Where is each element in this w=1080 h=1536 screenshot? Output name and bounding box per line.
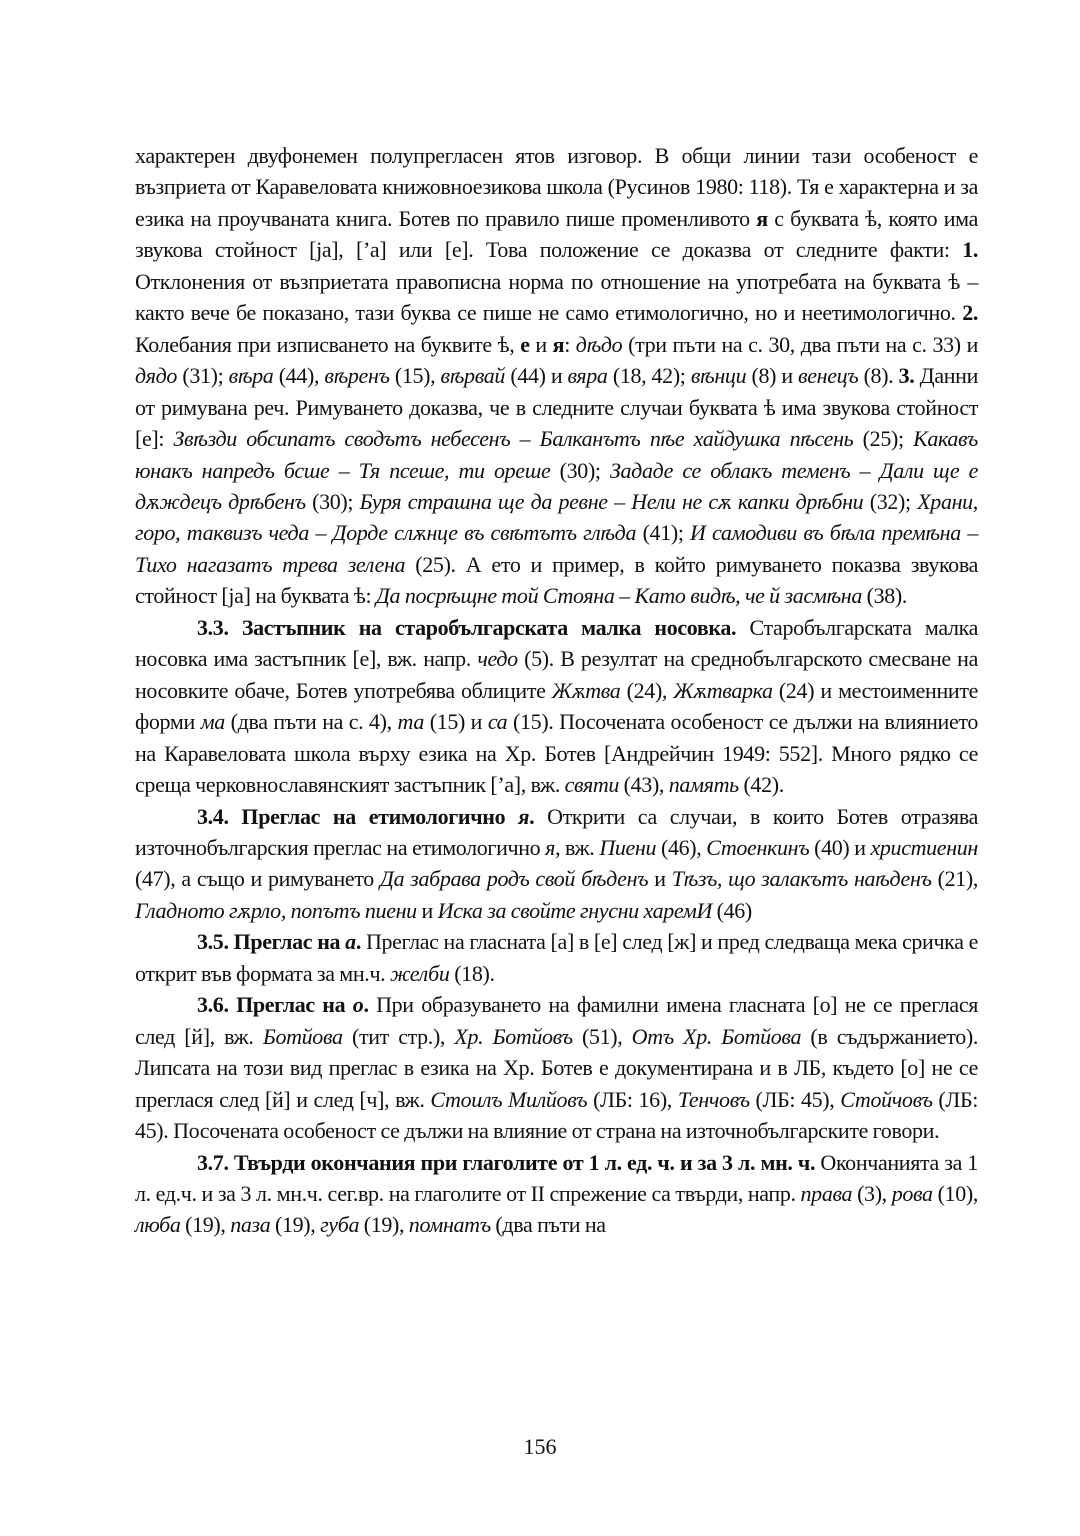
text-run: (19), xyxy=(359,1212,409,1238)
italic-text: помнатъ xyxy=(408,1212,491,1238)
bold-text: 3. xyxy=(898,363,915,389)
italic-text: христиенин xyxy=(870,834,978,860)
paragraph xyxy=(135,612,978,801)
text-run: (46), xyxy=(656,834,707,860)
bold-text: 3.5. Преглас на xyxy=(197,929,346,955)
text-run: Старобългарската малка носовка има застъпник [е], вж. напр. xyxy=(135,614,979,672)
text-run: (40) и xyxy=(809,834,871,860)
text-run: (5). В резултат на среднобългарското смесване на носовките обаче, Ботев употребява облиците xyxy=(135,646,978,703)
italic-text: Иска за свойте гнусни харемИ xyxy=(437,897,712,923)
italic-text: паза xyxy=(230,1212,271,1238)
text-run: (два пъти на с. 4), xyxy=(224,709,398,735)
text-run: (31); xyxy=(177,363,229,389)
italic-text: Буря страшна ще да ревне – Нели не сѫ капки дрѣбни xyxy=(359,488,864,514)
text-run: (ЛБ: 45), xyxy=(749,1086,841,1112)
text-run: (43), xyxy=(619,772,669,798)
text-run: и xyxy=(529,331,553,357)
italic-text: чедо xyxy=(477,646,518,672)
italic-text: ма xyxy=(200,709,225,735)
text-run: (47), а също и римуването xyxy=(135,866,380,892)
text-run: (24) и местоименните форми xyxy=(135,677,979,735)
bold-text: 3.7. Твърди окончания при глаголите от 1 л. ед. ч. и за 3 л. мн. ч. xyxy=(197,1149,816,1175)
text-run: , вж. xyxy=(555,834,600,860)
italic-text: Хр. Ботйовъ xyxy=(454,1023,573,1049)
italic-text: губа xyxy=(320,1212,360,1238)
text-run: Данни от римувана реч. Римуването доказва, че в следните случаи буквата ѣ има звукова стойност [е]: xyxy=(135,363,979,452)
page-body xyxy=(135,140,978,1241)
text-run: (три пъти на с. 30, два пъти на с. 33) и xyxy=(622,331,978,357)
text-run: (21), xyxy=(931,866,978,892)
text-run: (18, 42); xyxy=(607,363,691,389)
text-run: (15), xyxy=(389,363,441,389)
italic-text: вѣренъ xyxy=(324,363,390,389)
text-run: (46) xyxy=(712,897,752,923)
bold-text: я xyxy=(552,331,565,357)
italic-text: Да забрава родъ свой бѣденъ xyxy=(379,866,649,892)
italic-text: Да посрѣщне той Стояна – Като видѣ, че й засмѣна xyxy=(375,583,862,609)
text-run: (44), xyxy=(273,363,325,389)
text-run: Колебания при изписването на буквите ѣ, xyxy=(135,331,521,357)
italic-text: дѣдо xyxy=(575,331,623,357)
italic-text: Какавъ юнакъ напредъ бсше – Тя псеше, ти ореше xyxy=(135,426,978,483)
text-run: (32); xyxy=(863,488,918,514)
italic-text: Пиени xyxy=(599,834,657,860)
text-run: (15). Посочената особеност се дължи на влиянието на Каравеловата школа върху езика на Хр. Ботев [Андрейчин 1949: 552]. Много рядко се среща черковнославянският застъпник [’а], вж. xyxy=(135,709,978,798)
paragraph xyxy=(135,1147,978,1241)
page-number: 156 xyxy=(523,1434,557,1459)
italic-text: Стоенкинъ xyxy=(706,834,810,860)
text-run: (42). xyxy=(738,772,784,798)
text-run: (30); xyxy=(305,488,360,514)
italic-text: Стойчовъ xyxy=(840,1086,933,1112)
italic-text: Тѣзъ, що залакътъ наѣденъ xyxy=(671,866,932,892)
text-run: Открити са случаи, в които Ботев отразява източнобългарския преглас на етимологично xyxy=(135,803,978,860)
paragraph xyxy=(135,926,978,989)
bold-text: 3.3. Застъпник на старобългарската малка носовка. xyxy=(197,614,737,640)
italic-text: желби xyxy=(389,960,450,986)
bold-text: 3.6. Преглас на xyxy=(197,992,353,1018)
text-run: с буквата ѣ, която има звукова стойност [ja], [’а] или [е]. Това положение се доказва от следните факти: xyxy=(135,205,978,263)
text-run: (15) и xyxy=(424,709,488,735)
italic-text: Жѫтварка xyxy=(673,677,773,703)
text-run: (19), xyxy=(180,1212,231,1238)
text-run: (тит стр.), xyxy=(342,1023,455,1049)
paragraph xyxy=(135,989,978,1146)
text-run: (8). xyxy=(858,363,899,389)
italic-text: дядо xyxy=(135,363,178,389)
text-run: (18). xyxy=(449,960,495,986)
text-run: и xyxy=(648,866,672,892)
italic-text: я xyxy=(545,834,556,860)
italic-text: И самодиви въ бѣла премѣна – Тихо нагазатъ трева зелена xyxy=(135,520,978,577)
italic-text: Жѫтва xyxy=(551,677,621,703)
text-run: (10), xyxy=(932,1180,978,1206)
text-run: (8) и xyxy=(746,363,799,389)
italic-text: Храни, горо, таквизъ чеда – Дорде слѫнце въ свѣтътъ глѣда xyxy=(135,488,978,546)
italic-text: рова xyxy=(891,1180,933,1206)
text-run: (41); xyxy=(636,520,691,546)
text-run: (19), xyxy=(270,1212,321,1238)
text-run: (два пъти на xyxy=(490,1212,606,1238)
bold-text: 3.4. Преглас на етимологично xyxy=(197,803,519,829)
text-run: (51), xyxy=(572,1023,632,1049)
italic-text: та xyxy=(397,709,424,735)
text-run: (38). xyxy=(862,583,908,609)
italic-text: Стоилъ Милйовъ xyxy=(430,1086,588,1112)
italic-text: права xyxy=(800,1180,853,1206)
bold-text: 2. xyxy=(962,300,978,326)
bold-text: я xyxy=(756,205,768,231)
bold-text: . xyxy=(355,929,361,955)
text-run: (25). А ето и пример, в който римуването показва звукова стойност [ja] на буквата ѣ: xyxy=(135,551,978,609)
bold-italic-text: а xyxy=(345,929,356,955)
text-run: (в съдържанието). Липсата на този вид преглас в езика на Хр. Ботев е документирана и в ЛБ, където [о] не се преглася след [й] и след [ч], вж. xyxy=(135,1023,978,1112)
text-run: характерен двуфонемен полупрегласен ятов изговор. В общи линии тази особеност е възприета от Каравеловата книжовноезикова школа (Русинов 1980: 118). Тя е характерна и за езика на проучваната книга. Ботев по правило пише променливото xyxy=(135,143,978,231)
text-run: и xyxy=(416,897,438,923)
text-run: (24), xyxy=(620,677,674,703)
italic-text: Гладното гѫрло, попътъ пиени xyxy=(135,897,417,923)
bold-text: е xyxy=(520,331,530,357)
italic-text: са xyxy=(487,709,508,735)
text-run: (ЛБ: 16), xyxy=(587,1086,678,1112)
italic-text: венецъ xyxy=(798,363,859,389)
italic-text: память xyxy=(668,772,739,798)
italic-text: Отъ Хр. Ботйова xyxy=(631,1023,802,1049)
italic-text: вѣнци xyxy=(690,363,747,389)
text-run: (3), xyxy=(852,1180,892,1206)
italic-text: вѣрвай xyxy=(440,363,506,389)
text-run: Преглас на гласната [а] в [е] след [ж] и пред следваща мека сричка е открит във формата за мн.ч. xyxy=(135,929,978,986)
text-run: (44) и xyxy=(505,363,568,389)
italic-text: Зададе се облакъ теменъ – Дали ще е дѫждецъ дрѣбенъ xyxy=(135,457,978,514)
italic-text: вѣра xyxy=(228,363,274,389)
bold-italic-text: я xyxy=(518,803,530,829)
italic-text: Тенчовъ xyxy=(677,1086,750,1112)
italic-text: Ботйова xyxy=(262,1023,343,1049)
text-run: (ЛБ: 45). Посочената особеност се дължи на влияние от страна на източнобългарските говори. xyxy=(135,1086,979,1144)
italic-text: вяра xyxy=(567,363,608,389)
text-run: : xyxy=(564,331,576,357)
text-run: При образуването на фамилни имена гласната [о] не се преглася след [й], вж. xyxy=(135,992,978,1049)
bold-text: . xyxy=(363,992,369,1018)
italic-text: люба xyxy=(135,1212,181,1238)
paragraph xyxy=(135,140,978,612)
bold-text: . xyxy=(529,803,535,829)
text-run: Окончанията за 1 л. ед.ч. и за 3 л. мн.ч. сег.вр. на глаголите от II спрежение са твърди, напр. xyxy=(135,1149,978,1206)
text-run: (25); xyxy=(853,426,914,452)
italic-text: Звѣзди обсипатъ сводътъ небесенъ – Балканътъ пѣе хайдушка пѣсень xyxy=(173,426,854,452)
bold-text: 1. xyxy=(962,237,978,263)
bold-italic-text: о xyxy=(352,992,364,1018)
paragraph xyxy=(135,801,978,927)
text-run: (30); xyxy=(550,457,610,483)
italic-text: святи xyxy=(564,772,620,798)
text-run: Отклонения от възприетата правописна норма по отношение на употребата на буквата ѣ – както вече бе показано, тази буква се пише не само етимологично, но и неетимологично. xyxy=(135,268,978,326)
